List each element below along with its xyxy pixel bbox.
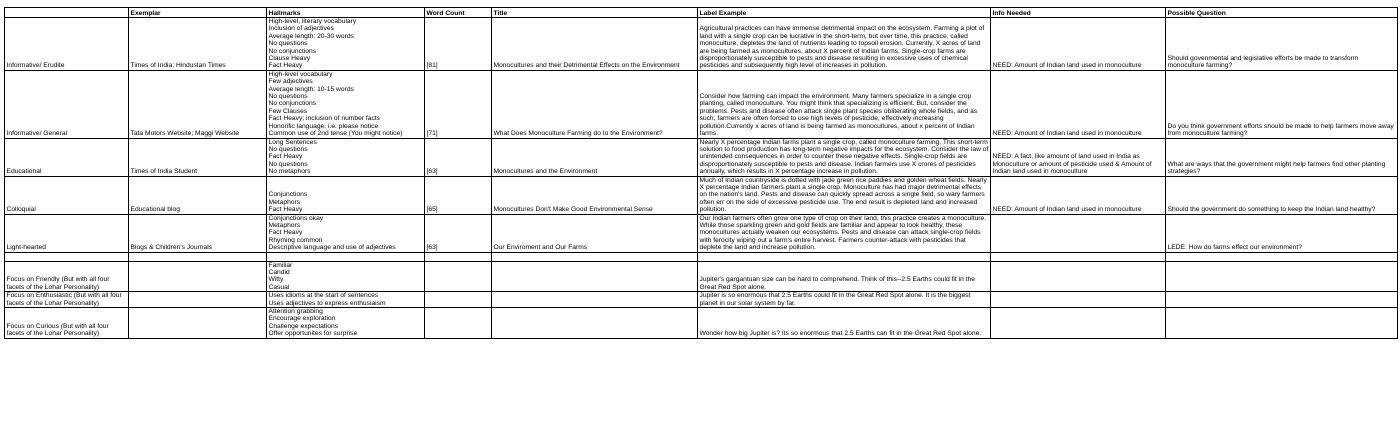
hallmark-item: Fact Heavy <box>268 153 303 161</box>
title-cell: Monocultures and the Environment <box>492 138 698 176</box>
style-cell: Informative/ General <box>5 70 129 138</box>
hallmark-item: Few Clauses <box>268 107 308 115</box>
hallmark-item: Fact Heavy; inclusion of number facts <box>268 115 381 123</box>
hallmarks-cell <box>267 308 425 339</box>
exemplar-cell: Tata Motors Website; Maggi Website <box>129 70 267 138</box>
style-cell: Colloquial <box>5 176 129 214</box>
title-cell: Our Enviroment and Our Farms <box>492 214 698 252</box>
focus-row <box>5 292 1398 308</box>
hallmark-item: Average length: 20-30 words <box>268 32 354 40</box>
hallmark-item: Fact Heavy <box>268 229 303 237</box>
style-guide-table <box>4 7 1398 339</box>
possible-question-cell: Should the government do something to keep the Indian land healthy? <box>1166 176 1398 214</box>
hallmark-item: Descriptive language and use of adjectives <box>268 244 396 252</box>
label-example-cell: Much of Indian countryside is dotted with jade green rice paddies and golden wheat fields. Nearly X percentage Indian farmers plant a single crop. Monoculture has had major detrimental effects on the nation's land. Pests and disease can quickly spread across a single field, so wary farmers often err on the side of excessive pesticide use. The end result is depleted land and increased pollution. <box>698 176 991 214</box>
info-needed-cell: NEED: Amount of Indian land used in monoculture <box>991 18 1166 71</box>
hallmark-item: Honorific language, i.e. please notice <box>268 122 379 130</box>
hallmark-item: Clause Heavy <box>268 55 311 63</box>
info-needed-cell: NEED: A fact, like amount of land used in India as Monoculture or amount of pesticide used & Amount of Indian land used in monoculture <box>991 138 1166 176</box>
hallmark-item: High-level, literary vocabulary <box>268 18 357 25</box>
style-cell: Educational <box>5 138 129 176</box>
word-count-cell: [63] <box>425 214 492 252</box>
hallmarks-cell <box>267 18 425 71</box>
hallmark-item: Uses idioms at the start of sentences <box>268 292 379 300</box>
hallmark-item: Familiar <box>268 261 293 269</box>
label-example-cell: Consider how farming can impact the environment. Many farmers specialize in a single crop planting, called monoculture. You might think that specializing is efficient. But, consider the problems. Pests and disease often attack single plant species obliterating whole fields, and as such, farmers are often forced to use high levels of pesticide, effectively increasing pollution.Currently x acres of land is being farmed as monocultures, about x percent of Indian farms. <box>698 70 991 138</box>
style-cell: Focus on Curious (But with all four facets of the Lohar Personality) <box>5 308 129 339</box>
table-row <box>5 18 1398 71</box>
exemplar-cell: Times of India Student <box>129 138 267 176</box>
hallmark-item: Fact Heavy <box>268 62 303 70</box>
hallmark-item: Rhyming common <box>268 236 323 244</box>
table-row <box>5 176 1398 214</box>
table-row <box>5 214 1398 252</box>
header-title: Title <box>492 8 698 18</box>
hallmark-item: Inclusion of adjectives <box>268 25 334 33</box>
hallmark-item: Fact Heavy <box>268 206 303 214</box>
hallmark-item: No metaphors <box>268 168 311 176</box>
hallmark-item: Casual <box>268 283 290 291</box>
hallmarks-cell <box>267 70 425 138</box>
style-cell: Light-hearted <box>5 214 129 252</box>
header-possible-question: Possible Question <box>1166 8 1398 18</box>
hallmark-item: Encourage exploration <box>268 315 336 323</box>
hallmark-item: Conjunctions okay <box>268 214 324 222</box>
hallmark-item: Challenge expectations <box>268 322 339 330</box>
style-cell: Focus on Friendly (But with all four facets of the Lohar Personality) <box>5 261 129 292</box>
table-row <box>5 70 1398 138</box>
focus-row <box>5 261 1398 292</box>
word-count-cell: [65] <box>425 176 492 214</box>
hallmark-item: Few adjectives <box>268 78 313 86</box>
hallmark-item: No questions <box>268 40 308 48</box>
title-cell: What Does Monoculture Farming do to the Environment? <box>492 70 698 138</box>
hallmark-item: Conjunctions <box>268 191 308 199</box>
hallmark-item: No conjunctions <box>268 47 317 55</box>
possible-question-cell: LEDE: How do farms effect our environment? <box>1166 214 1398 252</box>
hallmarks-cell <box>267 261 425 292</box>
hallmark-item: Long Sentences <box>268 138 317 146</box>
header-label-example: Label Example <box>698 8 991 18</box>
style-cell: Informative/ Erudite <box>5 18 129 71</box>
word-count-cell: [81] <box>425 18 492 71</box>
info-needed-cell: NEED: Amount of Indian land used in monoculture <box>991 176 1166 214</box>
exemplar-cell: Times of India; Hindustan Times <box>129 18 267 71</box>
header-exemplar: Exemplar <box>129 8 267 18</box>
label-example-cell: Nearly X percentage Indian farms plant a single crop, called monoculture farming. This short-term solution to food production has long-term negative impacts for the ecosystem. Consider the law of unintended consequences in order to counter these negative effects. Single-crop fields are disproportionately susceptible to pests and disease. Indian farmers use X crores of pesticides annually, which results in X percentage increase in pollution. <box>698 138 991 176</box>
hallmark-item: No conjunctions <box>268 100 317 108</box>
header-style <box>5 8 129 18</box>
hallmark-item: No questions <box>268 93 308 101</box>
table-row <box>5 138 1398 176</box>
label-example-cell: Our Indian farmers often grow one type of crop on their land, this practice creates a monoculture. While those sparkling green and gold fields are familiar and appear to look healthy, these monocultures actually weaken our ecosystems. Pests and disease can attack single-crop fields with ferocity wiping out a farm's entire harvest. Farmers counter-attack with pesticides that deplete the land and increase pollution. <box>698 214 991 252</box>
info-needed-cell <box>991 214 1166 252</box>
word-count-cell: [63] <box>425 138 492 176</box>
hallmark-item: Witty <box>268 276 284 284</box>
label-example-cell: Jupiter's gargantuan size can be hard to comprehend. Think of this--2.5 Earths could fit in the Great Red Spot alone. <box>698 261 991 292</box>
title-cell: Monocultures Don't Make Good Environmental Sense <box>492 176 698 214</box>
hallmark-item: High-level vocabulary <box>268 70 333 78</box>
hallmark-item: Common use of 2nd tense (You might notice) <box>268 130 403 138</box>
header-info-needed: Info Needed <box>991 8 1166 18</box>
possible-question-cell: What are ways that the government might help farmers find other planting strategies? <box>1166 138 1398 176</box>
label-example-cell: Jupiter is so enormous that 2.5 Earths could fit in the Great Red Spot alone. It is the biggest planet in our solar system by far. <box>698 292 991 308</box>
hallmark-item: Candid <box>268 269 290 276</box>
hallmark-item: Uses adjectives to express enthusiaism <box>268 299 386 307</box>
hallmarks-cell <box>267 176 425 214</box>
label-example-cell: Agricultural practices can have immense detrimental impact on the ecosystem. Farming a plot of land with a single crop can be lucrative in the short-term, but over time, this practice, called monoculture, depletes the land of nutrients leading to topsoil erosion. Currently, X acres of land are being farmed as monocultures, about X percent of Indian farms. Single-crop farms are disproportionately susceptible to pests and disease resulting in excessive uses of chemical pesticides and subsequently high level of increases in pollution. <box>698 18 991 71</box>
exemplar-cell: Educational blog <box>129 176 267 214</box>
focus-row <box>5 308 1398 339</box>
label-example-cell: Wonder how big Jupiter is? Its so enormous that 2.5 Earths can fit in the Great Red Spot alone. <box>698 308 991 339</box>
hallmarks-cell <box>267 214 425 252</box>
exemplar-cell: Blogs & Children's Journals <box>129 214 267 252</box>
hallmark-item: No questions <box>268 145 308 153</box>
hallmark-item: Offer opportunites for surprise <box>268 330 358 338</box>
header-word-count: Word Count <box>425 8 492 18</box>
hallmark-item: No questions <box>268 160 308 168</box>
header-hallmarks: Hallmarks <box>267 8 425 18</box>
empty-row <box>5 252 1398 261</box>
title-cell: Monocultures and their Detrimental Effects on the Environment <box>492 18 698 71</box>
hallmark-item: Attention grabbing <box>268 308 323 316</box>
hallmark-item: Metaphors <box>268 198 301 206</box>
hallmark-item: Average length: 10-15 words <box>268 85 354 93</box>
possible-question-cell: Should govenmental and legislative efforts be made to transform monoculture farming? <box>1166 18 1398 71</box>
style-cell: Focus on Enthusiastic (But with all four facets of the Lohar Personality) <box>5 292 129 308</box>
hallmarks-cell <box>267 292 425 308</box>
possible-question-cell: Do you think government efforts should be made to help farmers move away from monoculture farming? <box>1166 70 1398 138</box>
hallmark-item: Metaphors <box>268 221 301 229</box>
hallmarks-cell <box>267 138 425 176</box>
header-row <box>5 8 1398 18</box>
info-needed-cell: NEED: Amount of Indian land used in monoculture <box>991 70 1166 138</box>
word-count-cell: [71] <box>425 70 492 138</box>
